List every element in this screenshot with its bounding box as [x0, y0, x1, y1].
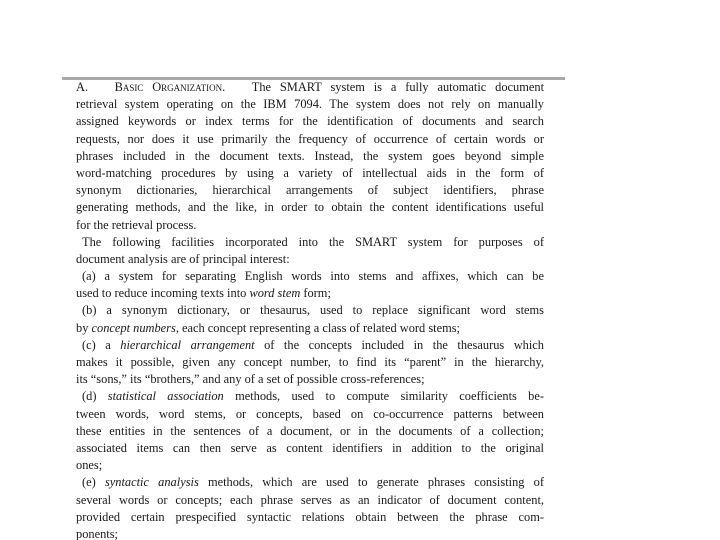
text-line-6: word-matching procedures by using a variety of intellectual aids in the form of [76, 165, 544, 180]
list-item-e-line-1: (e) syntactic analysis methods, which are used to generate phrases consisting of [82, 475, 544, 490]
section-label: A. [76, 80, 89, 94]
document-page [76, 79, 544, 540]
list-item-d-line-1: (d) statistical association methods, used to compute similarity coefficients be- [82, 389, 544, 404]
list-item-c-line-2: makes it possible, given any concept number, to find its “parent” in the hierarchy, [76, 355, 544, 369]
list-item-a-line-1: (a) a system for separating English words into stems and affixes, which can be [82, 269, 544, 284]
list-item-d-line-2: tween words, word stems, or concepts, based on co-occurrence patterns between [76, 406, 544, 421]
list-item-e-line-3: provided certain prespecified syntactic relations obtain between the phrase com- [76, 509, 544, 524]
list-item-b-line-2: by concept numbers, each concept representing a class of related word stems; [76, 320, 460, 335]
text-line-4: requests, nor does it use primarily the frequency of occurrence of certain words or [76, 131, 544, 146]
list-item-d-line-3: these entities in the sentences of a document, or in the documents of a collection; [76, 423, 544, 438]
text-line-11: document analysis are of principal interest: [76, 251, 290, 266]
list-item-e-line-2: several words or concepts; each phrase serves as an indicator of document content, [76, 492, 544, 507]
text-line-9: for the retrieval process. [76, 217, 197, 232]
list-item-e-line-4: ponents; [76, 526, 118, 540]
text-line-3: assigned keywords or index terms for the identification of documents and search [76, 114, 544, 129]
list-item-b-line-1: (b) a synonym dictionary, or thesaurus, used to replace significant word stems [82, 303, 544, 318]
list-item-a-line-2: used to reduce incoming texts into word stem form; [76, 286, 331, 301]
text-line-2: retrieval system operating on the IBM 7094. The system does not rely on manually [76, 97, 544, 112]
text-line-10: The following facilities incorporated into the SMART system for purposes of [82, 234, 544, 249]
text-line-1 [76, 79, 544, 96]
text-line-8: generating methods, and the like, in order to obtain the content identifications useful [76, 200, 544, 215]
list-item-c-line-3: its “sons,” its “brothers,” and any of a set of possible cross-references; [76, 372, 425, 387]
list-item-c-line-1: (c) a hierarchical arrangement of the concepts included in the thesaurus which [82, 337, 544, 352]
text-line-7: synonym dictionaries, hierarchical arrangements of subject identifiers, phrase [76, 183, 544, 198]
list-item-d-line-4: associated items can then serve as content identifiers in addition to the original [76, 440, 544, 455]
line-text: The SMART system is a fully automatic document [251, 80, 545, 94]
section-heading: Basic Organization. [114, 80, 226, 94]
text-line-5: phrases included in the document texts. Instead, the system goes beyond simple [76, 148, 544, 163]
list-item-d-line-5: ones; [76, 458, 103, 473]
